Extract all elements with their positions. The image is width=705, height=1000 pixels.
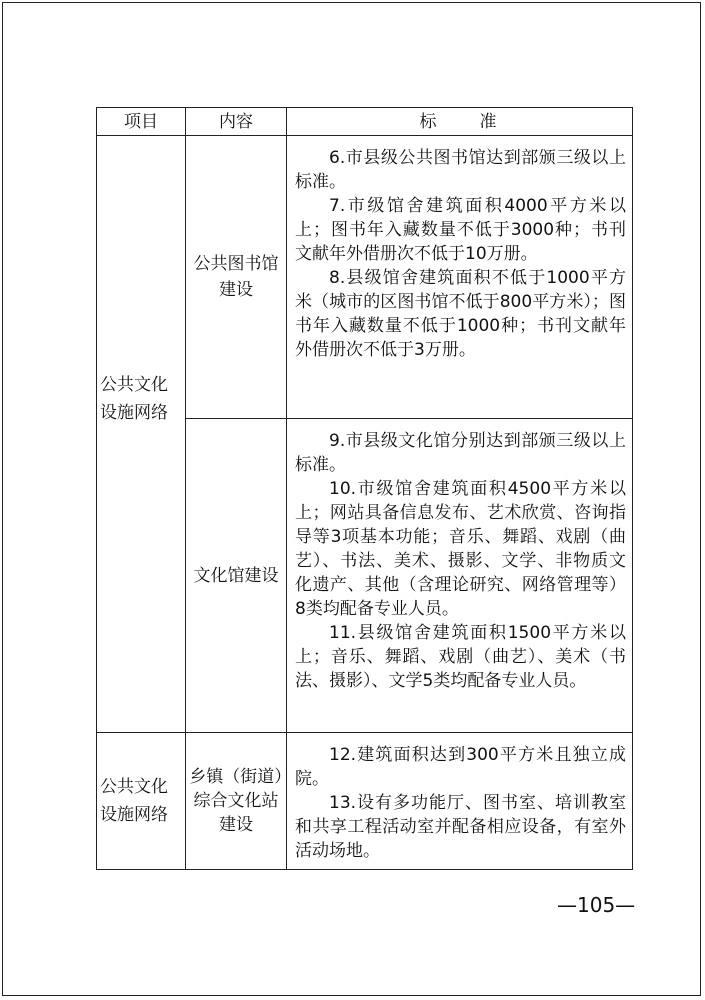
content-cell <box>186 419 287 733</box>
standard-paragraph: 13.设有多功能厅、图书室、培训教室和共享工程活动室并配备相应设备，有室外活动场地。 <box>295 793 626 861</box>
category-label: 公共文化设施网络 <box>100 375 168 423</box>
standard-paragraph: 9.市县级文化馆分别达到部颁三级以上标准。 <box>295 431 626 475</box>
standards-table <box>96 107 633 870</box>
standard-paragraph: 12.建筑面积达到300平方米且独立成院。 <box>295 745 626 789</box>
table-header-row <box>97 108 633 136</box>
header-item: 项目 <box>97 108 186 136</box>
category-cell <box>97 733 186 870</box>
header-standard-right: 准 <box>479 111 500 132</box>
header-content: 内容 <box>186 108 287 136</box>
standard-paragraph: 11.县级馆舍建筑面积1500平方米以上；音乐、舞蹈、戏剧（曲艺）、美术（书法、摄影）、文学5类均配备专业人员。 <box>295 623 626 691</box>
category-label: 公共文化设施网络 <box>100 777 168 825</box>
header-standard <box>287 108 633 136</box>
standard-cell <box>287 733 633 870</box>
table-row <box>97 733 633 870</box>
standard-paragraph: 10.市级馆舍建筑面积4500平方米以上；网站具备信息发布、艺术欣赏、咨询指导等3项基本功能；音乐、舞蹈、戏剧（曲艺）、书法、美术、摄影、文学、非物质文化遗产、其他（含理论研究、网络管理等）8类均配备专业人员。 <box>295 479 626 619</box>
header-standard-left: 标 <box>419 111 440 132</box>
standard-paragraph: 7.市级馆舍建筑面积4000平方米以上；图书年入藏数量不低于3000种；书刊文献年外借册次不低于10万册。 <box>295 196 626 264</box>
table-row <box>97 136 633 419</box>
standard-paragraph: 6.市县级公共图书馆达到部颁三级以上标准。 <box>295 148 626 192</box>
content-label: 乡镇（街道）综合文化站建设 <box>189 767 283 835</box>
page-number: —105— <box>557 893 636 917</box>
standard-cell <box>287 136 633 419</box>
content-cell <box>186 136 287 419</box>
content-label: 文化馆建设 <box>193 565 279 586</box>
content-cell <box>186 733 287 870</box>
content-label: 公共图书馆建设 <box>193 254 279 300</box>
standard-cell <box>287 419 633 733</box>
category-cell <box>97 136 186 733</box>
standard-paragraph: 8.县级馆舍建筑面积不低于1000平方米（城市的区图书馆不低于800平方米）；图书年入藏数量不低于1000种；书刊文献年外借册次不低于3万册。 <box>295 268 626 360</box>
